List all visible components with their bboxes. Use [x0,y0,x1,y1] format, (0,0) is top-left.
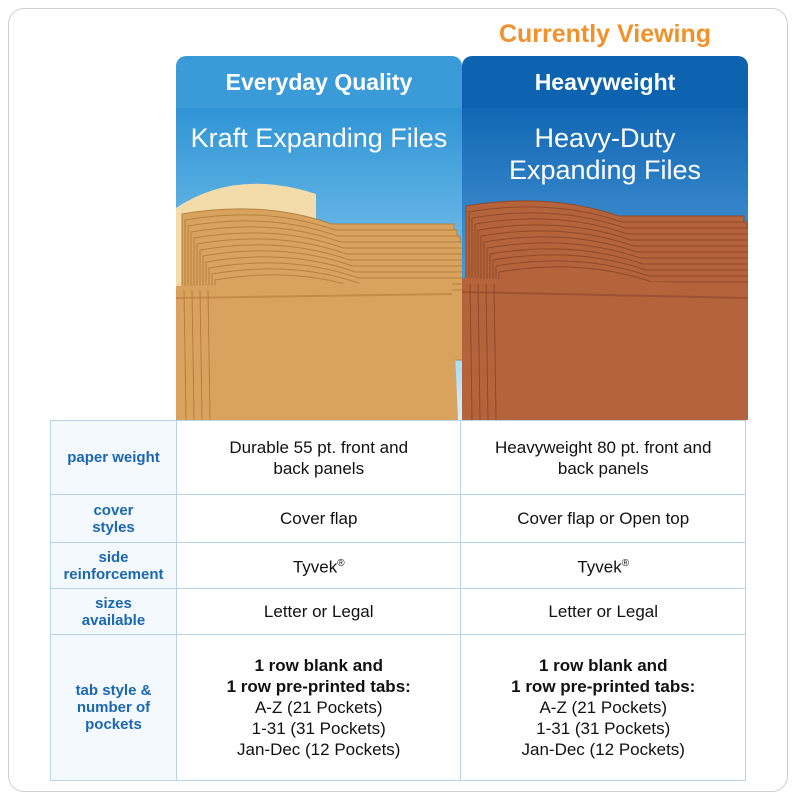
heavyweight-subtitle [462,122,748,186]
everyday-tab-style [176,635,460,781]
heavyweight-tab-style [461,635,746,781]
row-label-cover-styles: cover styles [51,495,177,543]
heavyweight-product-panel [462,108,748,420]
currently-viewing-label: Currently Viewing [498,20,712,48]
heavyweight-tyvek-text: Tyvek [577,557,622,577]
everyday-side-reinforcement [176,543,460,589]
table-row [51,421,746,495]
tab-option-jan-dec: Jan-Dec (12 Pockets) [237,740,401,759]
column-header-heavyweight: Heavyweight [462,56,748,108]
tab-heading-line-1: 1 row blank and [254,656,383,675]
tab-heading-line-2: 1 row pre-printed tabs: [226,677,411,696]
everyday-tyvek-text: Tyvek [292,557,338,577]
row-label-side-reinforcement: side reinforcement [51,543,177,589]
table-row [51,635,746,781]
table-row [51,543,746,589]
heavyweight-subtitle-line-2: Expanding Files [508,155,702,185]
tab-option-1-31: 1-31 (31 Pockets) [536,719,671,738]
spec-comparison-table [50,420,746,781]
row-label-tab-style: tab style & number of pockets [51,635,177,781]
heavyweight-subtitle-line-1: Heavy-Duty [534,123,676,153]
tab-option-az: A-Z (21 Pockets) [254,698,383,717]
row-label-paper-weight: paper weight [51,421,177,495]
everyday-subtitle-line: Kraft Expanding Files [190,123,448,153]
registered-mark: ® [337,558,345,570]
heavyweight-cover-styles: Cover flap or Open top [461,495,746,543]
row-label-sizes-available: sizes available [51,589,177,635]
heavyweight-side-reinforcement [461,543,746,589]
tab-heading-line-1: 1 row blank and [538,656,668,675]
tab-option-jan-dec: Jan-Dec (12 Pockets) [521,740,685,759]
table-row [51,495,746,543]
table-row [51,589,746,635]
everyday-product-panel [176,108,462,420]
everyday-paper-weight: Durable 55 pt. front and back panels [176,421,460,495]
everyday-subtitle [176,122,462,154]
kraft-expanding-file-image [176,108,462,420]
heavyweight-paper-weight: Heavyweight 80 pt. front and back panels [461,421,746,495]
tab-heading-line-2: 1 row pre-printed tabs: [511,677,696,696]
everyday-cover-styles: Cover flap [176,495,460,543]
tab-option-az: A-Z (21 Pockets) [539,698,667,717]
tab-option-1-31: 1-31 (31 Pockets) [251,719,386,738]
column-header-everyday: Everyday Quality [176,56,462,108]
heavyweight-sizes-available: Letter or Legal [461,589,746,635]
registered-mark: ® [621,558,630,570]
everyday-sizes-available: Letter or Legal [176,589,460,635]
